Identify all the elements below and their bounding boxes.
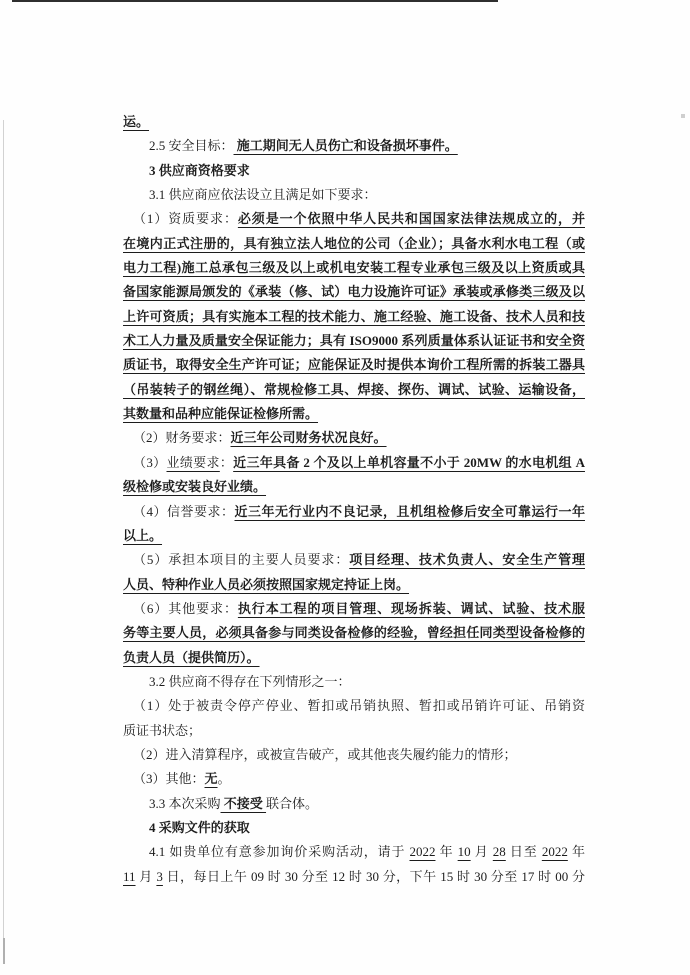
text-line (123, 670, 585, 694)
filled-in-text: 不接受 (220, 795, 267, 811)
template-text: 月 (470, 844, 493, 860)
template-text: 3 供应商资格要求 (149, 162, 250, 178)
filled-in-text: 以上。 (123, 527, 163, 543)
filled-in-text: 必须是一个依照中华人民共和国国家法律法规成立的，并 (237, 211, 585, 227)
filled-in-text: 无 (204, 771, 218, 787)
text-line (123, 232, 585, 256)
template-text: 联合体。 (266, 795, 319, 811)
template-text: ： (219, 454, 234, 470)
filled-in-text: 务等主要人员，必须具备参与同类设备检修的经验，曾经担任同类型设备检修的 (123, 625, 585, 641)
template-text: （5）承担本项目的主要人员要求： (133, 552, 350, 568)
text-line (123, 256, 585, 280)
filled-in-text: 术工人力量及质量安全保证能力；具有 ISO9000 系列质量体系认证证书和安全资 (123, 333, 585, 349)
text-line (123, 792, 585, 816)
document-text (123, 110, 585, 889)
template-text: 3.1 供应商应依法设立且满足如下要求： (149, 187, 377, 203)
filled-in-text: 在境内正式注册的，具有独立法人地位的公司（企业）；具备水利水电工程（或 (123, 235, 585, 251)
text-line (123, 305, 585, 329)
filled-in-text: 28 (492, 844, 506, 860)
template-text: 3.2 供应商不得存在下列情形之一： (149, 673, 351, 689)
filled-in-text: 级检修或安装良好业绩。 (123, 479, 267, 495)
text-line (123, 426, 585, 450)
text-line (123, 573, 585, 597)
filled-in-text: 11 (123, 868, 136, 884)
text-line (123, 110, 585, 134)
template-text: 2.5 安全目标： (149, 138, 234, 154)
filled-in-text: 执行本工程的项目管理、现场拆装、调试、试验、技术服 (237, 600, 585, 616)
text-line (123, 743, 585, 767)
filled-in-text: 3 (156, 868, 163, 884)
template-text: 。 (217, 771, 231, 787)
filled-in-text: 电力工程)施工总承包三级及以上或机电安装工程专业承包三级及以上资质或具 (123, 260, 585, 276)
text-line (123, 548, 585, 572)
text-line (123, 451, 585, 475)
text-line (123, 840, 585, 864)
filled-in-text: 其数量和品种应能保证检修所需。 (123, 406, 319, 422)
text-line (123, 524, 585, 548)
template-text: 4 采购文件的获取 (149, 819, 250, 835)
template-text: 年 (567, 844, 585, 860)
text-line (123, 378, 585, 402)
text-line (123, 402, 585, 426)
template-text: 日，每日上午 09 时 30 分至 12 时 30 分，下午 15 时 30 分至 17 时 00 分 (162, 868, 585, 884)
template-text: 质证书状态； (123, 722, 202, 738)
text-line (123, 207, 585, 231)
text-line (123, 500, 585, 524)
text-line (123, 159, 585, 183)
template-text: 3.3 本次采购 (149, 795, 221, 811)
scan-speck (681, 114, 685, 118)
text-line (123, 621, 585, 645)
template-text: （1）处于被责令停产停业、暂扣或吊销执照、暂扣或吊销许可证、吊销资 (133, 698, 585, 714)
text-line (123, 694, 585, 718)
template-text: 日至 (505, 844, 542, 860)
text-line (123, 475, 585, 499)
scan-edge-left (3, 120, 4, 962)
filled-in-text: 备国家能源局颁发的《承装（修、试）电力设施许可证》承装或承修类三级及以 (123, 284, 585, 300)
template-text: 年 (435, 844, 458, 860)
text-line (123, 329, 585, 353)
template-text: 月 (135, 868, 157, 884)
text-line (123, 719, 585, 743)
filled-in-text: 近三年公司财务状况良好。 (230, 430, 387, 446)
text-line (123, 865, 585, 889)
filled-in-text: 运。 (123, 114, 150, 129)
filled-in-text: 近三年无行业内不良记录，且机组检修后安全可靠运行一年 (234, 503, 585, 519)
template-text: （6）其他要求： (133, 600, 238, 616)
filled-in-text: 项目经理、技术负责人、安全生产管理 (349, 552, 585, 568)
template-text: （2）进入清算程序，或被宣告破产，或其他丧失履约能力的情形； (133, 746, 517, 762)
text-line (123, 816, 585, 840)
template-text: （3） (133, 454, 167, 470)
text-line (123, 353, 585, 377)
filled-in-text: 业绩要求 (166, 454, 220, 470)
filled-in-text: 10 (457, 844, 471, 860)
scan-edge-top (12, 0, 498, 2)
template-text: （4）信誉要求： (133, 503, 235, 519)
template-text: （2）财务要求： (133, 430, 231, 446)
filled-in-text: 2022 (409, 844, 436, 860)
template-text: 4.1 如贵单位有意参加询价采购活动，请于 (149, 844, 410, 860)
filled-in-text: 负责人员（提供简历）。 (123, 649, 260, 665)
filled-in-text: 2022 (541, 844, 568, 860)
template-text: （1）资质要求： (133, 211, 238, 227)
text-line (123, 183, 585, 207)
filled-in-text: （吊装转子的钢丝绳）、常规检修工具、焊接、探伤、调试、试验、运输设备， (123, 381, 585, 397)
filled-in-text: 上许可资质；具有实施本工程的技术能力、施工经验、施工设备、技术人员和技 (123, 308, 585, 324)
template-text: （3）其他： (133, 771, 205, 787)
text-line (123, 134, 585, 158)
filled-in-text: 近三年具备 2 个及以上单机容量不小于 20MW 的水电机组 A (233, 454, 585, 470)
text-line (123, 280, 585, 304)
scan-edge-left-dark (3, 938, 5, 964)
filled-in-text: 质证书，取得安全生产许可证；应能保证及时提供本询价工程所需的拆装工器具 (123, 357, 585, 373)
text-line (123, 597, 585, 621)
filled-in-text: 人员、特种作业人员必须按照国家规定持证上岗。 (123, 576, 410, 592)
text-line (123, 646, 585, 670)
filled-in-text: 施工期间无人员伤亡和设备损坏事件。 (233, 138, 458, 154)
text-line (123, 767, 585, 791)
